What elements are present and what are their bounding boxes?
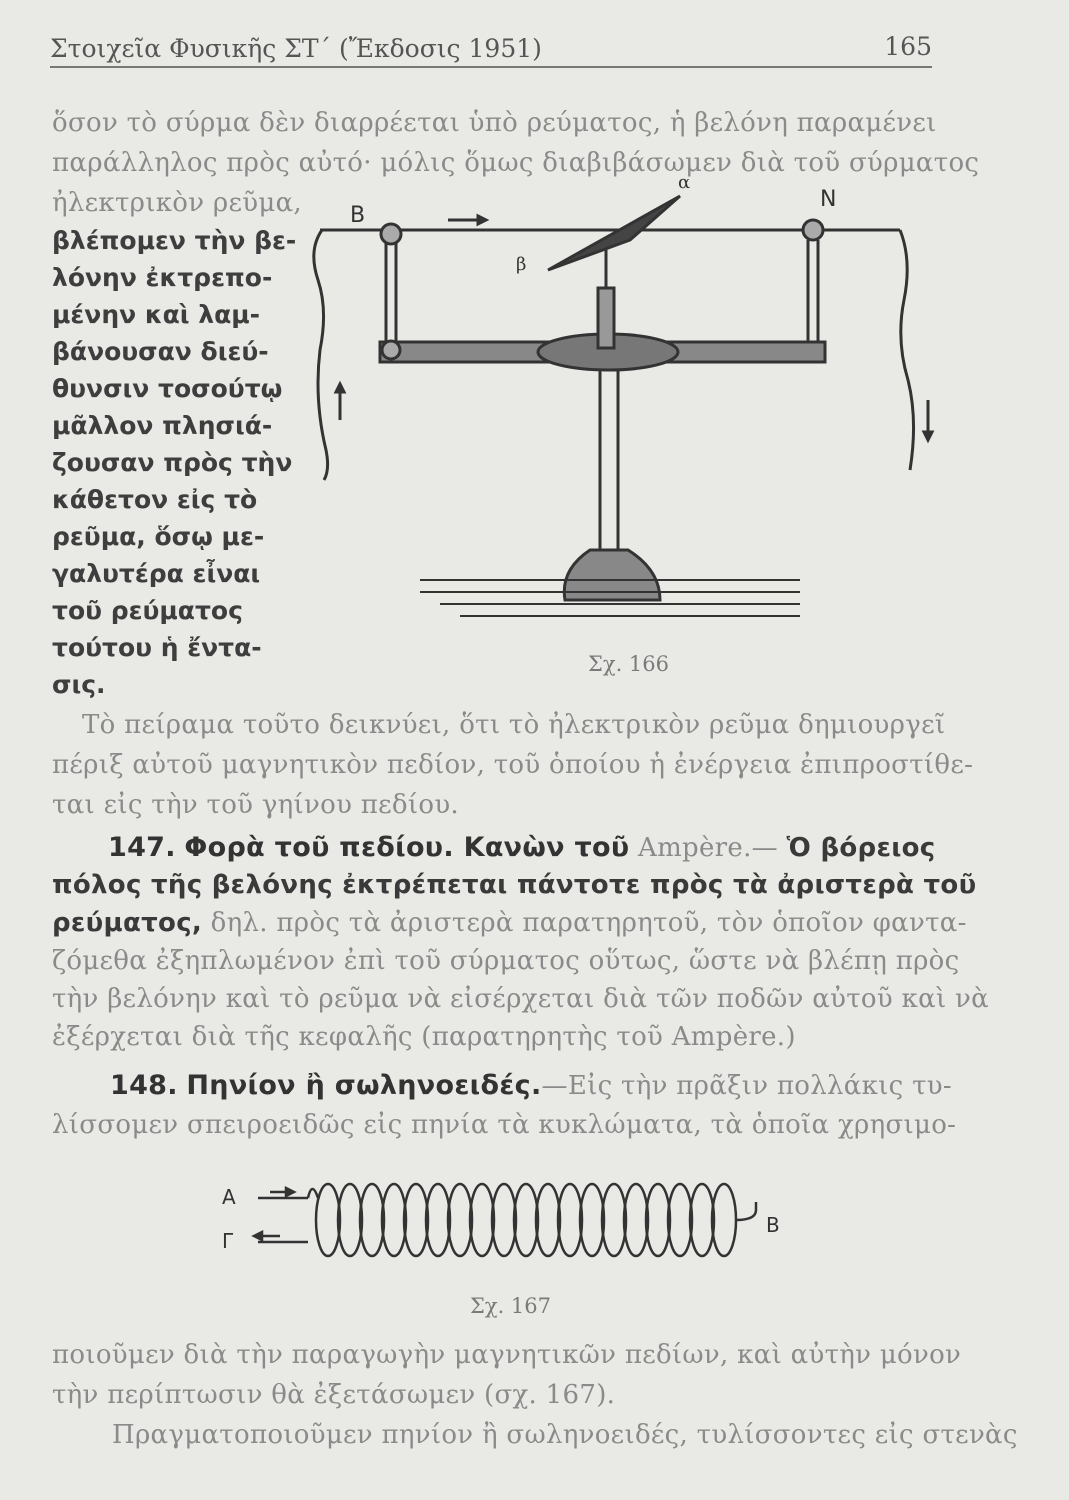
side-line-3: μένην καὶ λαμ- [52,300,261,329]
side-line-7: ζουσαν πρὸς τὴν [52,448,293,477]
side-line-10: γαλυτέρα εἶναι [52,559,261,588]
section-148-number: 148. [110,1070,178,1101]
side-line-5: θυνσιν τοσούτῳ [52,374,283,403]
side-line-11: τοῦ ρεύματος [52,596,243,625]
section-147-line-6: ἐξέρχεται διὰ τῆς κεφαλῆς (παρατηρητὴς τοῦ Ampère.) [52,1022,796,1052]
side-line-6: μᾶλλον πλησιά- [52,411,273,440]
figure-167-solenoid [200,1170,820,1290]
intro-line-2: παράλληλος πρὸς αὐτό· μόλις ὅμως διαβιβάσωμεν διὰ τοῦ σύρματος [52,148,980,178]
figure-167-caption: Σχ. 167 [470,1294,552,1318]
closing-line-1: ποιοῦμεν διὰ τὴν παραγωγὴν μαγνητικῶν πεδίων, καὶ αὐτὴν μόνον [52,1340,962,1370]
figure-166-label-n: N [820,187,837,212]
figure-167-label-g: Γ [222,1229,234,1253]
side-first-line: ἠλεκτρικὸν ρεῦμα, [52,188,302,218]
section-147-line-3-bold: ρεύματος, [52,908,203,938]
section-148-heading [110,1070,952,1101]
section-147-line-4: ζόμεθα ἐξηπλωμένον ἐπὶ τοῦ σύρματος οὕτως, ὥστε νὰ βλέπῃ πρὸς [52,946,960,976]
experiment-line-1: Τὸ πείραμα τοῦτο δεικνύει, ὅτι τὸ ἠλεκτρικὸν ρεῦμα δημιουργεῖ [82,710,946,740]
figure-167-label-b: B [766,1213,780,1237]
figure-166-apparatus [300,170,940,640]
section-148-line-2: λίσσομεν σπειροειδῶς εἰς πηνία τὰ κυκλώματα, τὰ ὁποῖα χρησιμο- [52,1110,957,1140]
experiment-line-2: πέριξ αὐτοῦ μαγνητικὸν πεδίον, τοῦ ὁποίου ἡ ἐνέργεια ἐπιπροστίθε- [52,750,974,780]
figure-166-label-b: B [350,203,366,228]
side-line-2: λόνην ἐκτρεπο- [52,263,273,292]
header-title: Στοιχεῖα Φυσικῆς ΣΤ΄ (Ἔκδοσις 1951) [50,34,542,63]
side-line-4: βάνουσαν διεύ- [52,337,269,366]
page-number: 165 [884,32,932,61]
intro-line-1: ὅσον τὸ σύρμα δὲν διαρρέεται ὑπὸ ρεύματος, ἡ βελόνη παραμένει [52,108,937,138]
figure-166-label-alpha: α [678,172,691,193]
figure-166-caption: Σχ. 166 [588,652,670,676]
figure-166-label-beta: β [516,254,527,275]
section-148-line-1-rest: —Εἰς τὴν πρᾶξιν πολλάκις τυ- [541,1071,952,1101]
section-147-heading [108,832,936,863]
section-147-number: 147. [108,832,176,863]
side-line-13: σις. [52,670,106,699]
side-line-12: τούτου ἡ ἔντα- [52,633,262,662]
section-147-line-2: πόλος τῆς βελόνης ἐκτρέπεται πάντοτε πρὸς τὰ ἀριστερὰ τοῦ [52,870,977,900]
closing-line-2: τὴν περίπτωσιν θὰ ἐξετάσωμεν (σχ. 167). [52,1380,616,1410]
experiment-line-3: ται εἰς τὴν τοῦ γηίνου πεδίου. [52,790,459,820]
section-147-line-3 [52,908,967,938]
section-147-rule-start: Ὁ βόρειος [786,833,936,863]
side-line-1: βλέπομεν τὴν βε- [52,226,297,255]
figure-167-label-a: A [222,1185,236,1209]
side-line-9: ρεῦμα, ὅσῳ με- [52,522,265,551]
running-header [50,30,932,68]
closing-line-3: Πραγματοποιοῦμεν πηνίον ἢ σωληνοειδές, τυλίσσοντες εἰς στενὰς [112,1420,1018,1450]
section-147-line-5: τὴν βελόνην καὶ τὸ ρεῦμα νὰ εἰσέρχεται διὰ τῶν ποδῶν αὐτοῦ καὶ νὰ [52,984,989,1014]
section-147-line-3-light: δηλ. πρὸς τὰ ἀριστερὰ παρατηρητοῦ, τὸν ὁποῖον φαντα- [210,908,967,938]
section-147-ampere: Ampère.— [638,833,778,863]
section-148-title: Πηνίον ἢ σωληνοειδές. [186,1070,542,1101]
section-147-title: Φορὰ τοῦ πεδίου. Κανὼν τοῦ [184,832,630,863]
side-line-8: κάθετον εἰς τὸ [52,485,258,514]
